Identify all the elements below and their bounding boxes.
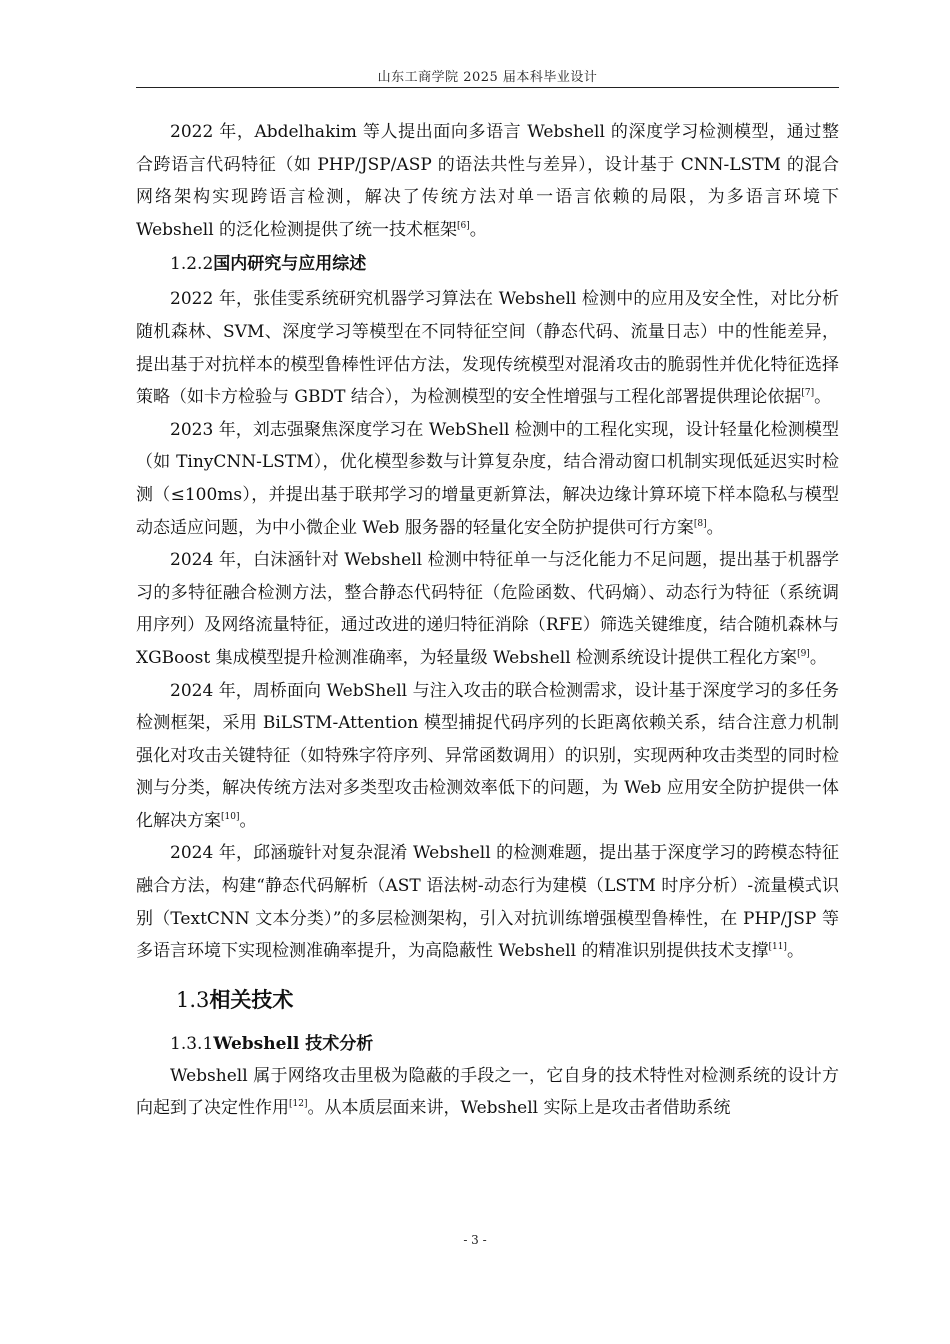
paragraph-end: 。 — [239, 810, 257, 831]
citation-ref[interactable]: [7] — [801, 388, 815, 399]
paragraph-end: 。 — [809, 647, 827, 668]
paragraph-end: 。 — [469, 219, 487, 240]
paragraph-end: 。 — [786, 941, 804, 962]
section-heading-1-3 — [136, 980, 839, 1020]
paragraph-zhang — [136, 283, 839, 413]
citation-ref[interactable]: [12] — [289, 1099, 308, 1110]
paragraph-webshell-intro — [136, 1060, 839, 1125]
paragraph-end: 。 — [706, 517, 724, 538]
paragraph-text: 2024 年，周桥面向 WebShell 与注入攻击的联合检测需求，设计基于深度学习的多任务检测框架，采用 BiLSTM-Attention 模型捕捉代码序列的长距离依赖关系，结合注意力机制强化对攻击关键特征（如特殊字符序列、异常函数调用）的识别，实现两种攻击类型的同时检测与分类，解决传统方法对多类型攻击检测效率低下的问题，为 Web 应用安全防护提供一体化解决方案 — [136, 680, 839, 831]
section-number: 1.3 — [176, 987, 210, 1012]
paragraph-liu — [136, 414, 839, 544]
section-number: 1.2.2 — [170, 254, 214, 275]
citation-ref[interactable]: [11] — [768, 942, 787, 953]
citation-ref[interactable]: [8] — [693, 518, 707, 529]
paragraph-text: 2023 年，刘志强聚焦深度学习在 WebShell 检测中的工程化实现，设计轻量化检测模型（如 TinyCNN-LSTM），优化模型参数与计算复杂度，结合滑动窗口机制实现低延迟实时检测（≤100ms），并提出基于联邦学习的增量更新算法，解决边缘计算环境下样本隐私与模型动态适应问题，为中小微企业 Web 服务器的轻量化安全防护提供可行方案 — [136, 419, 839, 538]
paragraph-text: 2022 年，Abdelhakim 等人提出面向多语言 Webshell 的深度学习检测模型，通过整合跨语言代码特征（如 PHP/JSP/ASP 的语法共性与差异），设计基于 CNN-LSTM 的混合网络架构实现跨语言检测，解决了传统方法对单一语言依赖的局限，为多语言环境下 Webshell 的泛化检测提供了统一技术框架 — [136, 122, 839, 240]
section-title: 相关技术 — [209, 986, 294, 1012]
section-heading-1-2-2 — [136, 248, 839, 280]
section-title: Webshell 技术分析 — [213, 1033, 374, 1054]
document-body — [136, 116, 839, 1125]
paragraph-bai — [136, 544, 839, 674]
paragraph-end: 。 — [814, 387, 832, 408]
paragraph-text: 2024 年，白沫涵针对 Webshell 检测中特征单一与泛化能力不足问题，提出基于机器学习的多特征融合检测方法，整合静态代码特征（危险函数、代码熵）、动态行为特征（系统调用序列）及网络流量特征，通过改进的递归特征消除（RFE）筛选关键维度，结合随机森林与 XGBoost 集成模型提升检测准确率，为轻量级 Webshell 检测系统设计提供工程化方案 — [136, 550, 839, 668]
citation-ref[interactable]: [10] — [221, 811, 240, 822]
paragraph-text: Webshell 属于网络攻击里极为隐蔽的手段之一，它自身的技术特性对检测系统的设计方向起到了决定性作用 — [136, 1065, 839, 1119]
citation-ref[interactable]: [9] — [797, 648, 810, 659]
paragraph-zhou — [136, 675, 839, 838]
paragraph-abdelhakim — [136, 116, 839, 246]
citation-ref[interactable]: [6] — [457, 220, 470, 231]
section-heading-1-3-1 — [136, 1028, 839, 1060]
header-divider — [136, 87, 839, 88]
page-number: - 3 - — [463, 1233, 487, 1247]
paragraph-text-continued: 。从本质层面来讲，Webshell 实际上是攻击者借助系统 — [307, 1098, 731, 1119]
section-title: 国内研究与应用综述 — [213, 254, 367, 275]
paragraph-text: 2024 年，邱涵璇针对复杂混淆 Webshell 的检测难题，提出基于深度学习的跨模态特征融合方法，构建“静态代码解析（AST 语法树-动态行为建模（LSTM 时序分析）-流量模式识别（TextCNN 文本分类）”的多层检测架构，引入对抗训练增强模型鲁棒性，在 PHP/JSP 等多语言环境下实现检测准确率提升，为高隐蔽性 Webshell 的精准识别提供技术支撑 — [136, 843, 839, 962]
paragraph-qiu — [136, 837, 839, 967]
paragraph-text: 2022 年，张佳雯系统研究机器学习算法在 Webshell 检测中的应用及安全性，对比分析随机森林、SVM、深度学习等模型在不同特征空间（静态代码、流量日志）中的性能差异，提出基于对抗样本的模型鲁棒性评估方法，发现传统模型对混淆攻击的脆弱性并优化特征选择策略（如卡方检验与 GBDT 结合），为检测模型的安全性增强与工程化部署提供理论依据 — [136, 289, 839, 408]
section-number: 1.3.1 — [170, 1033, 214, 1054]
running-header: 山东工商学院 2025 届本科毕业设计 — [377, 70, 598, 85]
